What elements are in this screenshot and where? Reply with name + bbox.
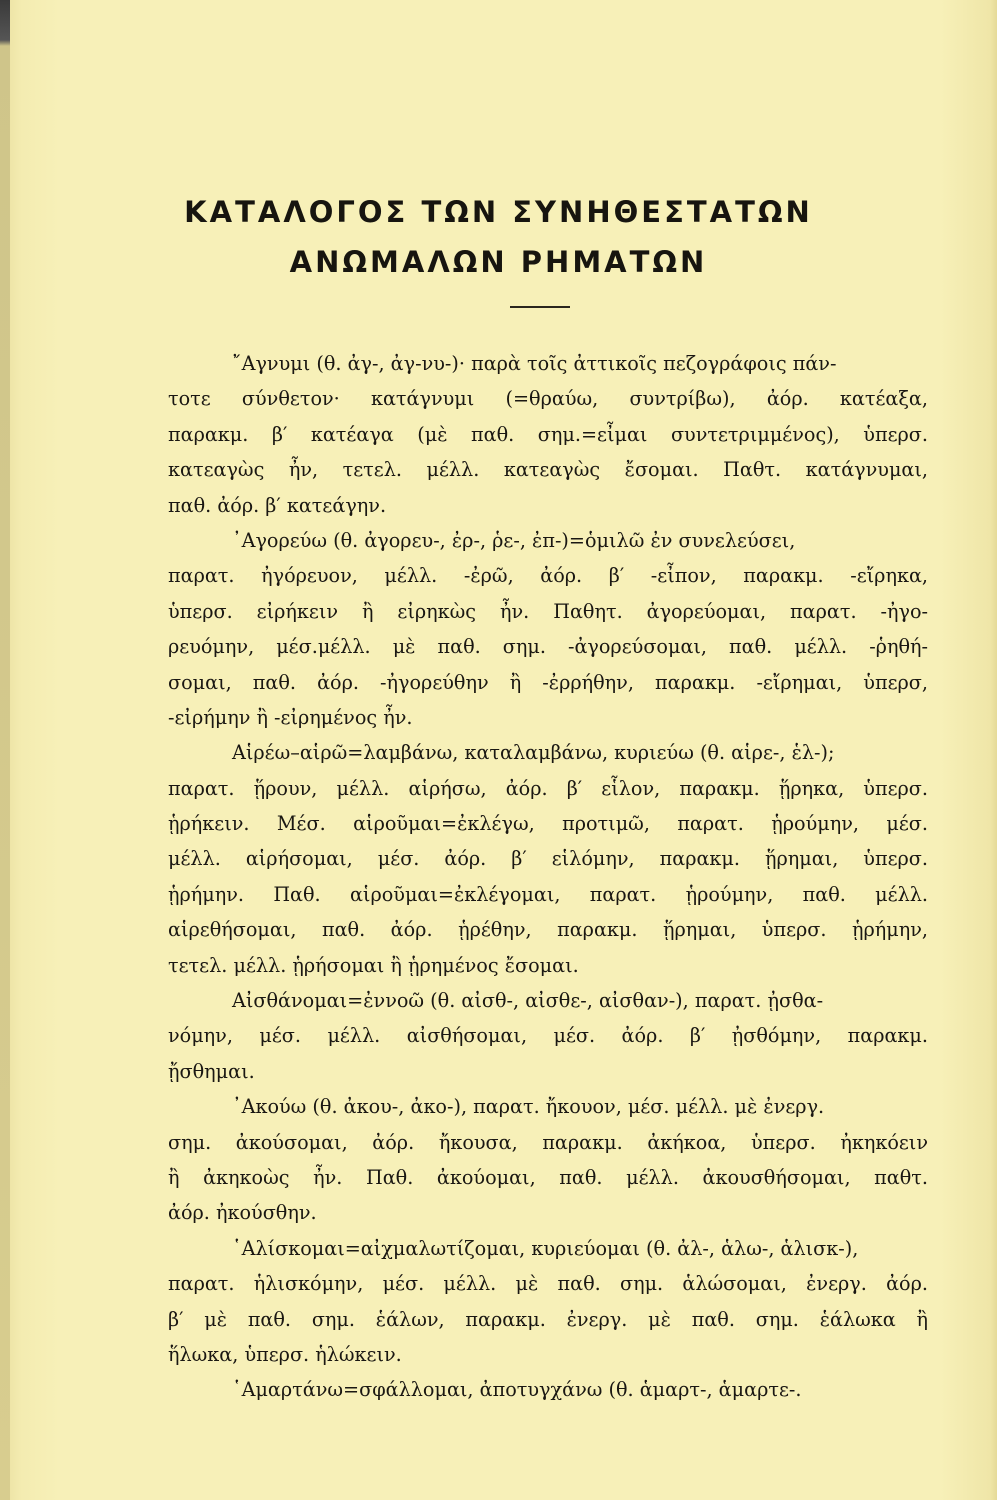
text-line: Αἱρέω–αἱρῶ=λαμβάνω, καταλαμβάνω, κυριεύω (θ. αἱρε-, ἑλ-);	[232, 741, 835, 765]
title-divider	[510, 306, 570, 308]
text-line: ῾Αμαρτάνω=σφάλλομαι, ἀποτυγχάνω (θ. ἁμαρτ-, ἁμαρτε-.	[232, 1378, 802, 1402]
text-line: αἱρεθήσομαι, παθ. ἀόρ. ᾑρέθην, παρακμ. ᾕρημαι, ὑπερσ. ᾑρήμην,	[168, 918, 928, 942]
text-line: β′ μὲ παθ. σημ. ἑάλων, παρακμ. ἐνεργ. μὲ παθ. σημ. ἑάλωκα ἢ	[168, 1307, 928, 1331]
text-line: σομαι, παθ. ἀόρ. -ἠγορεύθην ἢ -ἐρρήθην, παρακμ. -εἴρημαι, ὑπερσ,	[168, 670, 928, 694]
text-line: ἥλωκα, ὑπερσ. ἡλώκειν.	[168, 1342, 402, 1366]
body-text	[168, 346, 928, 1408]
text-line: ᾿Ακούω (θ. ἀκου-, ἀκο-), παρατ. ἤκουον, μέσ. μέλλ. μὲ ἐνεργ.	[232, 1095, 825, 1119]
title-line-1: ΚΑΤΑΛΟΓΟΣ ΤΩΝ ΣΥΝΗΘΕΣΤΑΤΩΝ	[184, 195, 813, 229]
text-line: τοτε σύνθετον· κατάγνυμι (=θραύω, συντρίβω), ἀόρ. κατέαξα,	[168, 387, 928, 411]
text-line: -εἰρήμην ἢ -εἰρημένος ἦν.	[168, 705, 413, 729]
text-line: ὑπερσ. εἰρήκειν ἢ εἰρηκὼς ἦν. Παθητ. ἀγορεύομαι, παρατ. -ἠγο-	[168, 599, 928, 623]
text-line: παρατ. ᾕρουν, μέλλ. αἱρήσω, ἀόρ. β′ εἷλον, παρακμ. ᾕρηκα, ὑπερσ.	[168, 776, 928, 800]
text-line: ᾑρήκειν. Μέσ. αἱροῦμαι=ἐκλέγω, προτιμῶ, παρατ. ᾑρούμην, μέσ.	[168, 812, 928, 836]
text-line: ῾Αλίσκομαι=αἰχμαλωτίζομαι, κυριεύομαι (θ. ἀλ-, ἁλω-, ἁλισκ-),	[232, 1236, 859, 1260]
text-line: σημ. ἀκούσομαι, ἀόρ. ἤκουσα, παρακμ. ἀκήκοα, ὑπερσ. ἠκηκόειν	[168, 1130, 928, 1154]
text-line: παρακμ. β′ κατέαγα (μὲ παθ. σημ.=εἶμαι συντετριμμένος), ὑπερσ.	[168, 422, 928, 446]
text-line: παρατ. ἡλισκόμην, μέσ. μέλλ. μὲ παθ. σημ. ἁλώσομαι, ἐνεργ. ἀόρ.	[168, 1272, 928, 1296]
title-line-2: ΑΝΩΜΑΛΩΝ ΡΗΜΑΤΩΝ	[289, 245, 708, 279]
text-line: κατεαγὼς ἦν, τετελ. μέλλ. κατεαγὼς ἔσομαι. Παθτ. κατάγνυμαι,	[168, 458, 928, 482]
text-line: μέλλ. αἱρήσομαι, μέσ. ἀόρ. β′ εἱλόμην, παρακμ. ᾕρημαι, ὑπερσ.	[168, 847, 928, 871]
text-line: ᾔσθημαι.	[168, 1059, 255, 1083]
text-line: παθ. ἀόρ. β′ κατεάγην.	[168, 493, 387, 517]
text-line: ρευόμην, μέσ.μέλλ. μὲ παθ. σημ. -ἀγορεύσομαι, παθ. μέλλ. -ῥηθή-	[168, 635, 928, 659]
text-line: ᾑρήμην. Παθ. αἱροῦμαι=ἐκλέγομαι, παρατ. ᾑρούμην, παθ. μέλλ.	[168, 882, 928, 906]
text-line: τετελ. μέλλ. ᾑρήσομαι ἢ ᾑρημένος ἔσομαι.	[168, 953, 579, 977]
text-line: ᾿Αγορεύω (θ. ἀγορευ-, ἐρ-, ῥε-, ἐπ-)=ὁμιλῶ ἐν συνελεύσει,	[232, 528, 796, 552]
text-line: ῎Αγνυμι (θ. ἀγ-, ἀγ-νυ-)· παρὰ τοῖς ἀττικοῖς πεζογράφοις πάν-	[232, 352, 837, 375]
text-line: ἢ ἀκηκοὼς ἦν. Παθ. ἀκούομαι, παθ. μέλλ. ἀκουσθήσομαι, παθτ.	[168, 1165, 928, 1189]
text-line: παρατ. ἠγόρευον, μέλλ. -ἐρῶ, ἀόρ. β′ -εἶπον, παρακμ. -εἴρηκα,	[168, 564, 928, 588]
text-line: Αἰσθάνομαι=ἐννοῶ (θ. αἰσθ-, αἰσθε-, αἰσθαν-), παρατ. ᾐσθα-	[232, 989, 824, 1013]
text-line: νόμην, μέσ. μέλλ. αἰσθήσομαι, μέσ. ἀόρ. β′ ᾐσθόμην, παρακμ.	[168, 1024, 928, 1048]
text-line: ἀόρ. ἠκούσθην.	[168, 1201, 317, 1225]
